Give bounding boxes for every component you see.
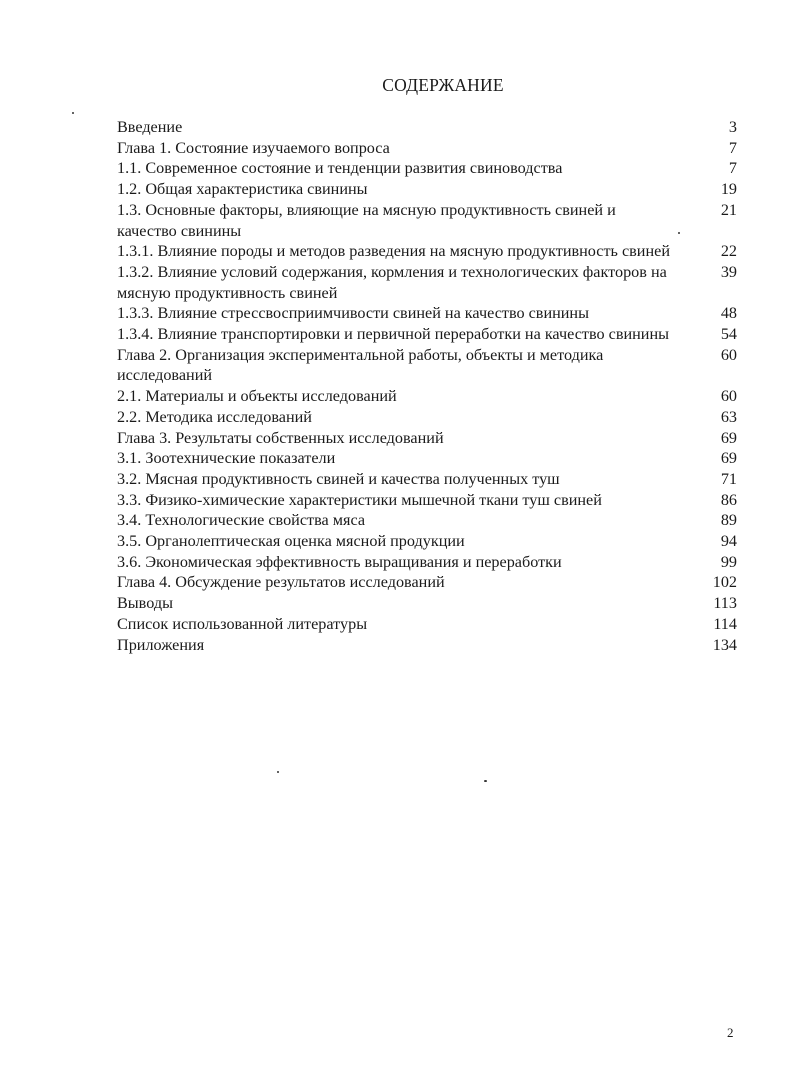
toc-entry-page: 69	[720, 449, 737, 468]
table-of-contents	[117, 117, 737, 655]
toc-entry-page: 60	[720, 387, 737, 406]
toc-entry-page: 69	[720, 428, 737, 447]
page-title: СОДЕРЖАНИЕ	[382, 75, 504, 95]
toc-entry-text: Приложения	[117, 635, 205, 654]
toc-entry-text: Глава 1. Состояние изучаемого вопроса	[117, 138, 390, 157]
toc-entry-page: 7	[728, 159, 737, 178]
toc-entry-page: 114	[713, 614, 737, 633]
toc-entry-page: 86	[720, 490, 737, 509]
toc-entry-page: 134	[712, 635, 737, 654]
toc-entry-text: Глава 3. Результаты собственных исследований	[117, 428, 444, 447]
toc-entry	[117, 614, 737, 635]
toc-entry	[117, 428, 737, 449]
toc-entry-text: 3.1. Зоотехнические показатели	[117, 449, 336, 468]
toc-entry	[117, 469, 737, 490]
toc-entry-page: 39	[720, 262, 737, 281]
toc-entry-text: Глава 2. Организация экспериментальной работы, объекты и методика исследований	[117, 345, 604, 385]
scan-speck	[678, 232, 680, 234]
toc-entry-page: 21	[720, 200, 737, 219]
toc-entry-page: 89	[720, 511, 737, 530]
toc-entry	[117, 635, 737, 656]
toc-entry	[117, 138, 737, 159]
toc-entry-page: 71	[720, 469, 737, 488]
toc-entry	[117, 158, 737, 179]
toc-entry	[117, 407, 737, 428]
toc-entry	[117, 262, 737, 303]
toc-entry	[117, 241, 737, 262]
toc-entry-text: 1.2. Общая характеристика свинины	[117, 180, 368, 199]
toc-entry-text: Список использованной литературы	[117, 614, 368, 633]
toc-entry	[117, 303, 737, 324]
toc-entry-text: 2.1. Материалы и объекты исследований	[117, 387, 397, 406]
toc-entry-text: 3.5. Органолептическая оценка мясной продукции	[117, 532, 465, 551]
toc-entry-page: 3	[728, 118, 737, 136]
toc-entry-text: 1.3.4. Влияние транспортировки и первичной переработки на качество свинины	[117, 325, 669, 344]
toc-entry-page: 113	[713, 594, 737, 613]
toc-entry	[117, 200, 737, 241]
toc-entry-text: Глава 4. Обсуждение результатов исследований	[117, 573, 445, 592]
toc-entry-text: Выводы	[117, 594, 173, 613]
toc-entry-text: Введение	[117, 118, 183, 136]
toc-entry	[117, 531, 737, 552]
toc-entry-page: 94	[720, 532, 737, 551]
toc-entry-page: 22	[720, 242, 737, 261]
toc-entry	[117, 448, 737, 469]
toc-entry	[117, 593, 737, 614]
toc-entry-page: 63	[720, 407, 737, 426]
toc-entry-text: 2.2. Методика исследований	[117, 407, 312, 426]
toc-entry-page: 48	[720, 304, 737, 323]
toc-entry	[117, 117, 737, 138]
toc-entry-text: 1.1. Современное состояние и тенденции развития свиноводства	[117, 159, 563, 178]
toc-entry-text: 3.3. Физико-химические характеристики мышечной ткани туш свиней	[117, 490, 602, 509]
toc-entry-text: 1.3.3. Влияние стрессвосприимчивости свиней на качество свинины	[117, 304, 589, 323]
toc-entry-text: 1.3.1. Влияние породы и методов разведения на мясную продуктивность свиней	[117, 242, 670, 261]
toc-entry	[117, 386, 737, 407]
toc-entry	[117, 490, 737, 511]
toc-entry-text: 1.3.2. Влияние условий содержания, кормления и технологических факторов на мясную продуктивность свиней	[117, 262, 667, 302]
toc-entry-text: 1.3. Основные факторы, влияющие на мясную продуктивность свиней и качество свинины	[117, 200, 616, 240]
toc-entry-page: 7	[728, 138, 737, 157]
toc-entry-page: 99	[720, 552, 737, 571]
toc-entry	[117, 324, 737, 345]
toc-entry	[117, 345, 737, 386]
toc-entry-text: 3.6. Экономическая эффективность выращивания и переработки	[117, 552, 562, 571]
toc-entry-page: 54	[720, 325, 737, 344]
toc-entry	[117, 552, 737, 573]
toc-entry-text: 3.2. Мясная продуктивность свиней и качества полученных туш	[117, 469, 560, 488]
scan-speck	[72, 112, 74, 114]
page-number: 2	[727, 1025, 734, 1040]
scan-speck	[484, 780, 487, 782]
toc-entry	[117, 572, 737, 593]
toc-entry-page: 60	[720, 345, 737, 364]
toc-entry-page: 19	[720, 180, 737, 199]
scan-speck	[277, 771, 279, 773]
toc-entry-text: 3.4. Технологические свойства мяса	[117, 511, 366, 530]
toc-entry	[117, 179, 737, 200]
toc-entry-page: 102	[712, 573, 737, 592]
toc-entry	[117, 510, 737, 531]
